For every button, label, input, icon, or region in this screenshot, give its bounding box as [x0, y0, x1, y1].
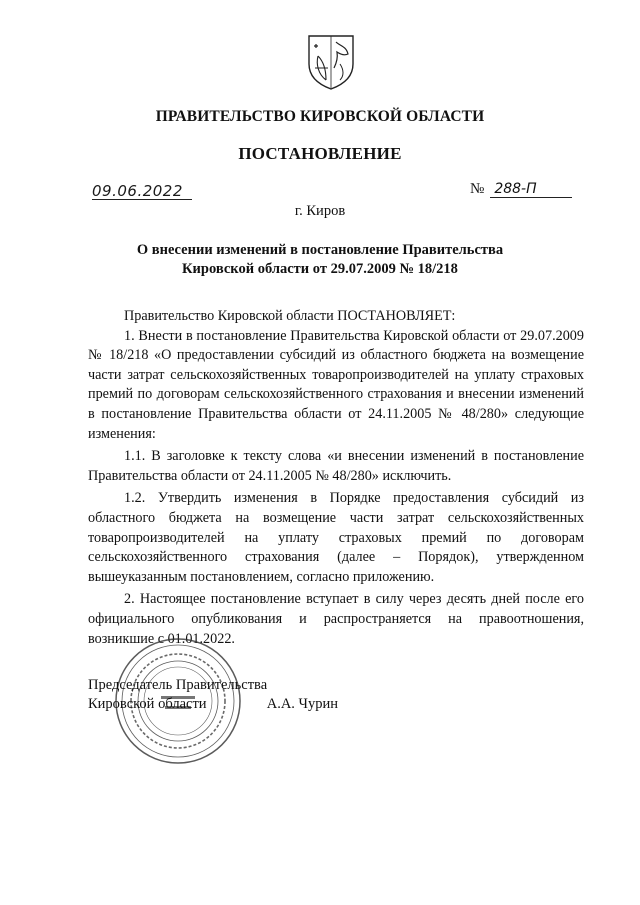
- city-name: г. Киров: [294, 203, 346, 219]
- signatory-name: А.А. Чурин: [266, 696, 338, 712]
- kirov-region-coat-of-arms-icon: [306, 34, 356, 90]
- document-subject: [110, 241, 530, 279]
- document-number: [470, 181, 572, 198]
- paragraph-item-1-2: 1.2. Утвердить изменения в Порядке предоставления субсидий из областного бюджета на возмещение части затрат сельскохозяйственных товаропроизводителей на уплату страховых премий по договорам сельскохозяйственного страхования (далее – Порядок), утвержденном вышеуказанным постановлением, согласно приложению.: [88, 490, 584, 585]
- subject-line-2: Кировской области от 29.07.2009 № 18/218: [182, 261, 458, 277]
- signature-position-line-1: Председатель Правительства: [88, 677, 268, 693]
- preamble-paragraph: Правительство Кировской области ПОСТАНОВЛЯЕТ:: [124, 308, 456, 324]
- signature-region: Кировской области: [88, 696, 207, 712]
- paragraph-item-2: 2. Настоящее постановление вступает в силу через десять дней после его официального опубликования и распространяется на правоотношения, возникшие с 01.01.2022.: [88, 591, 584, 647]
- document-type-title: ПОСТАНОВЛЕНИЕ: [238, 144, 402, 163]
- signature-block: [88, 676, 584, 714]
- signature-position-line-2: [88, 695, 338, 714]
- government-name: ПРАВИТЕЛЬСТВО КИРОВСКОЙ ОБЛАСТИ: [155, 108, 485, 125]
- number-value: 288-П: [490, 181, 572, 198]
- paragraph-item-1-1: 1.1. В заголовке к тексту слова «и внесении изменений в постановление Правительства области от 24.11.2005 № 48/280» исключить.: [88, 448, 584, 484]
- subject-line-1: О внесении изменений в постановление Правительства: [136, 242, 504, 258]
- document-date: 09.06.2022: [92, 183, 192, 200]
- document-body: [88, 307, 584, 649]
- paragraph-item-1: 1. Внести в постановление Правительства Кировской области от 29.07.2009 № 18/218 «О предоставлении субсидий из областного бюджета на возмещение части затрат сельскохозяйственных товаропроизводителей на уплату страховых премий по договорам сельскохозяйственного страхования и внесении изменений в постановление Правительства области от 24.11.2005 № 48/280» следующие изменения:: [88, 327, 584, 442]
- number-label: №: [470, 181, 485, 197]
